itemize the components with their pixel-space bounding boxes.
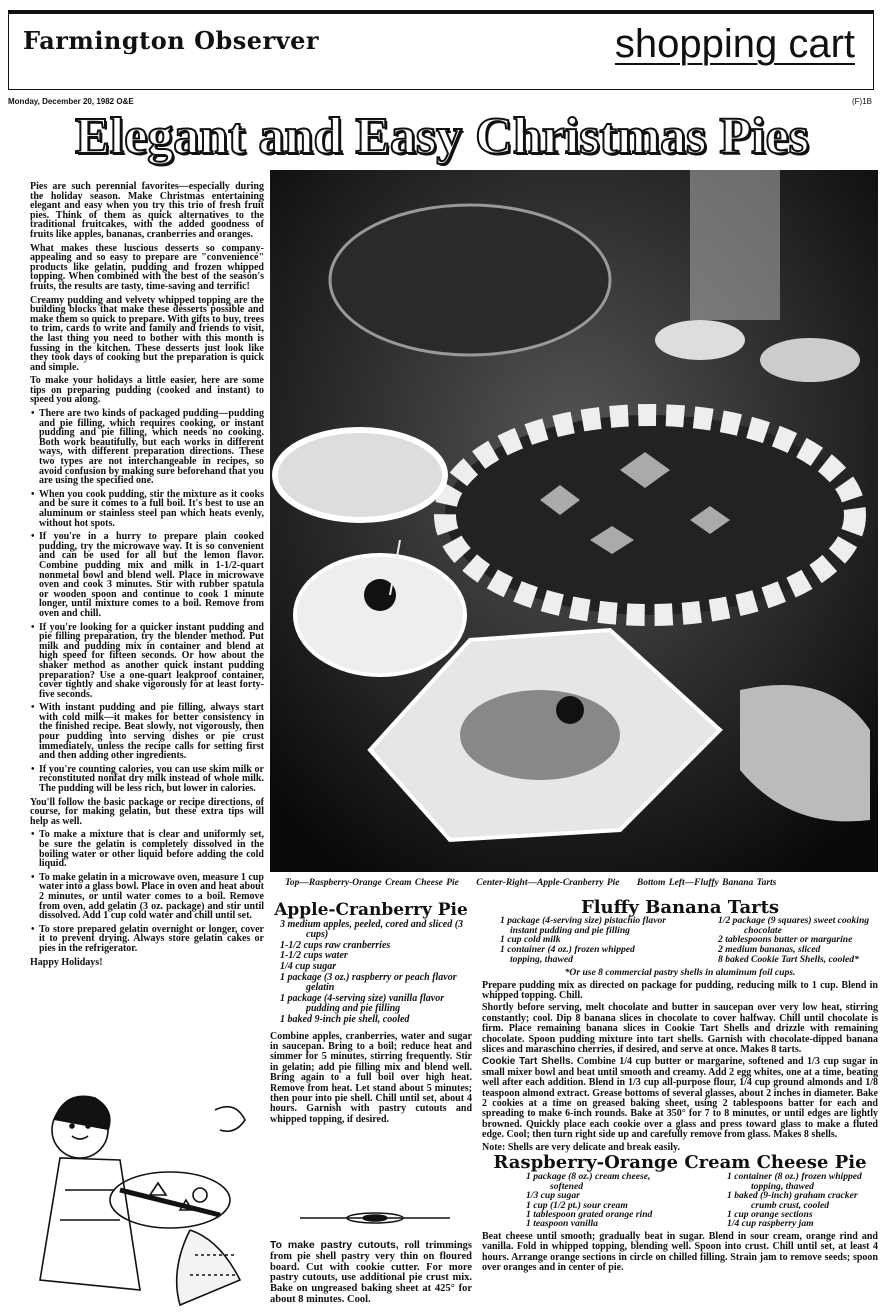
headline: Elegant and Easy Christmas Pies — [75, 108, 809, 165]
ingredient-list — [482, 916, 878, 965]
ingredient: 1/2 package (9 squares) sweet cooking chocolate — [718, 914, 870, 936]
ingredient: 1/4 cup raspberry jam — [727, 1218, 814, 1230]
ingredient: 2 medium bananas, sliced — [718, 944, 821, 956]
paragraph: You'll follow the basic package or recipe directions, of course, for making gelatin, but these extra tips will help as well. — [30, 796, 264, 827]
ingredient: 2 tablespoons butter or margarine — [718, 934, 853, 946]
directions: Combine 1/4 cup butter or margarine, softened and 1/3 cup sugar in small mixer bowl and beat until smooth and creamy. Add 2 egg whites, one at a time, beating well after each addition. Blend in 1/3 cup all-purpose flour, 1/4 cup ground almonds and 1/8 teaspoon almond extract. Grease bottoms of several glasses, about 2 inches in diameter. Bake 2 cookies at a time on greased baking sheet, using 2 tablespoons batter for each and spreading to make 6-inch rounds. Bake at 350° for 7 to 8 minutes, or until edges are lightly browned. Quickly place each cookie over a glass and press toward glass to make a fluted edge. Cool; then turn right side up and carefully remove from glass. Makes 8 shells. — [482, 1056, 878, 1141]
page-number: (F)1B — [852, 97, 872, 106]
note: Note: Shells are very delicate and break easily. — [482, 1141, 680, 1153]
note-lead: To make pastry cutouts, — [270, 1239, 399, 1251]
ornament-divider — [300, 1210, 450, 1226]
subhead: Cookie Tart Shells. — [482, 1056, 574, 1068]
section-title: shopping cart — [614, 22, 855, 66]
ingredient: 1 cup orange sections — [727, 1209, 813, 1221]
tip: • When you cook pudding, stir the mixture as it cooks and be sure it comes to a full boil. It's best to use an aluminum or stainless steel pan which heats evenly, without hot spots. — [30, 490, 264, 528]
caption-item: Top—Raspberry-Orange Cream Cheese Pie — [285, 878, 459, 888]
note-text: roll trimmings from pie shell pastry very thin on floured board. Cut with cookie cutter. For more pastry cutouts, use additional pie crust mix. Bake on ungreased baking sheet at 425° for about 8 minutes. Cool. — [270, 1240, 472, 1305]
paragraph: Pies are such perennial favorites—especially during the holiday season. Make Christmas entertaining elegant and easy when you try this trio of fresh fruit pies. Think of them as quick alternatives to the traditional fruitcakes, with the added goodness of fruits like apples, bananas, cranberries and oranges. — [30, 181, 264, 240]
ingredient: 1 container (8 oz.) frozen whipped topping, thawed — [727, 1171, 862, 1192]
newspaper-name: Farmington Observer — [23, 26, 320, 55]
dateline: Monday, December 20, 1982 O&E — [8, 97, 134, 106]
tip: • To store prepared gelatin overnight or longer, cover it to prevent drying. Always store gelatin cakes or pies in the refrigerator. — [30, 925, 264, 954]
recipe-apple-cranberry — [270, 900, 472, 1125]
caption-item: Center-Right—Apple-Cranberry Pie — [476, 878, 620, 888]
recipe-title: Apple-Cranberry Pie — [274, 900, 468, 920]
paragraph: Creamy pudding and velvety whipped topping are the building blocks that make these desserts possible and make them so quick to prepare. With gifts to buy, trees to trim, cards to write and family and friends to visit, the last thing you need to bother with this month is fussing in the kitchen. These desserts just look like they took days of cooking but the preparation is quick and simple. — [30, 294, 264, 373]
recipe-title: Fluffy Banana Tarts — [580, 897, 780, 918]
ingredient: 3 medium apples, peeled, cored and sliced (3 cups) — [280, 918, 464, 941]
ingredient: 1 baked 9-inch pie shell, cooled — [280, 1013, 410, 1025]
tip: • To make gelatin in a microwave oven, measure 1 cup water into a glass bowl. Place in oven and heat about 2 minutes, or until water comes to a boil. Remove from oven, add gelatin (3 oz. package) and stir until dissolved. Add 1 cup cold water and chill until set. — [30, 873, 264, 921]
caption-item: Bottom Left—Fluffy Banana Tarts — [636, 878, 777, 888]
paragraph: What makes these luscious desserts so company-appealing and so easy to prepare are "convenience" products like gelatin, pudding and frozen whipped topping. When combined with the best of the season's fruits, the results are tasty, time-saving and terrific! — [30, 242, 264, 292]
tip: • If you're in a hurry to prepare plain cooked pudding, try the microwave way. It is so convenient and can be used for all but the lemon flavor. Combine pudding mix and milk in 1-1/2-quart nonmetal bowl and blend well. Place in microwave oven and cook 3 minutes. Stir with rubber spatula or wooden spoon and continue to cook 1 minute longer, until mixture comes to a boil. Remove from oven and chill. — [30, 532, 264, 618]
article-intro — [30, 182, 264, 971]
directions: Prepare pudding mix as directed on package for pudding, reducing milk to 1 cup. Blend in whipped topping. Chill. — [482, 979, 878, 1001]
tip: • There are two kinds of packaged pudding—pudding and pie filling, which requires cooking, or instant pudding and pie filling, which needs no cooking. Both work beautifully, but each works in different ways, with different preparation directions. These two types are not interchangeable in recipes, so avoid confusion by making sure beforehand that you are using the specified one. — [30, 409, 264, 486]
directions: Combine apples, cranberries, water and sugar in saucepan. Bring to a boil; reduce heat and simmer for 5 minutes, stirring frequently. Stir in gelatin; add pie filling mix and blend well. Bring again to a full boil over high heat. Remove from heat. Let stand about 5 minutes; then pour into pie shell. Chill until set, about 4 hours. Garnish with pastry cutouts and whipped topping, if desired. — [270, 1030, 472, 1125]
ingredient: 1-1/2 cups raw cranberries — [280, 939, 391, 951]
ingredient: 1 package (3 oz.) raspberry or peach flavor gelatin — [280, 971, 457, 994]
cookie-tart-shells — [482, 1057, 878, 1140]
ingredient: 1 baked (9-inch) graham cracker crumb crust, cooled — [727, 1190, 858, 1211]
pastry-cutouts-note — [270, 1240, 472, 1306]
directions: Shortly before serving, melt chocolate and butter in saucepan over very low heat, stirring constantly; cool. Dip 8 banana slices in chocolate to cover halfway. Chill until chocolate is firm. Place remaining banana slices in Cookie Tart Shells and drizzle with remaining chocolate. Spoon pudding mixture into tart shells. Garnish with chocolate-dipped banana slices and maraschino cherries, if desired, and serve at once. Makes 8 tarts. — [482, 1002, 878, 1056]
pies-photograph — [270, 170, 878, 872]
ingredient: 1 container (4 oz.) frozen whipped topping, thawed — [500, 944, 635, 965]
photo-caption — [285, 878, 790, 888]
ingredient: 8 baked Cookie Tart Shells, cooled* — [718, 953, 859, 965]
ingredient: 1 teaspoon vanilla — [526, 1218, 598, 1230]
ingredient-list — [482, 1172, 878, 1228]
ingredient: 1-1/2 cups water — [280, 950, 348, 962]
paragraph: To make your holidays a little easier, here are some tips on preparing pudding (cooked and instant) to speed you along. — [30, 375, 264, 406]
ingredient: 1/4 cup sugar — [280, 960, 337, 972]
ingredient: 1 cup cold milk — [500, 934, 561, 946]
ingredient: 1 tablespoon grated orange rind — [526, 1209, 653, 1221]
footnote: *Or use 8 commercial pastry shells in aluminum foil cups. — [564, 966, 796, 978]
recipe-title: Raspberry-Orange Cream Cheese Pie — [493, 1152, 867, 1173]
recipe-banana-tarts — [482, 897, 878, 1155]
tip: • To make a mixture that is clear and uniformly set, be sure the gelatin is completely dissolved in the boiling water or other liquid before adding the cold liquid. — [30, 830, 264, 868]
ingredient: 1/3 cup sugar — [526, 1190, 580, 1202]
ingredient: 1 package (4-serving size) pistachio flavor instant pudding and pie filling — [500, 914, 667, 936]
ingredient-list — [270, 920, 472, 1026]
tip: • If you're counting calories, you can use skim milk or reconstituted nonfat dry milk instead of whole milk. The pudding will be less rich, but lower in calories. — [30, 765, 264, 794]
ingredient: 1 cup (1/2 pt.) sour cream — [526, 1199, 628, 1211]
tip: • With instant pudding and pie filling, always start with cold milk—it makes for better consistency in the finished recipe. Beat slowly, not vigorously, then pour pudding into serving dishes or pie crust immediately, unless the recipe calls for setting first and then adding other ingredients. — [30, 703, 264, 761]
child-baking-illustration — [20, 1080, 266, 1312]
pudding-tips — [30, 409, 264, 794]
ingredient: 1 package (4-serving size) vanilla flavor pudding and pie filling — [280, 992, 445, 1015]
recipe-raspberry-orange-pie — [482, 1152, 878, 1275]
closing: Happy Holidays! — [30, 956, 103, 968]
gelatin-tips — [30, 830, 264, 953]
tip: • If you're looking for a quicker instant pudding and pie filling preparation, try the blender method. Put milk and pudding mix in container and blend at high speed for fifteen seconds. Or how about the shaker method as another quick instant pudding preparation? Use a one-quart leakproof container, cover tightly and shake vigorously for at least forty-five seconds. — [30, 623, 264, 700]
directions: Beat cheese until smooth; gradually beat in sugar. Blend in sour cream, orange rind and vanilla. Fold in whipped topping, blending well. Spoon into crust. Chill until set, at least 4 hours. Arrange orange sections in circle on chilled filling. Strain jam to remove seeds; spoon over oranges and in center of pie. — [482, 1230, 878, 1274]
masthead — [8, 10, 874, 90]
ingredient: 1 package (8 oz.) cream cheese, softened — [526, 1171, 651, 1192]
